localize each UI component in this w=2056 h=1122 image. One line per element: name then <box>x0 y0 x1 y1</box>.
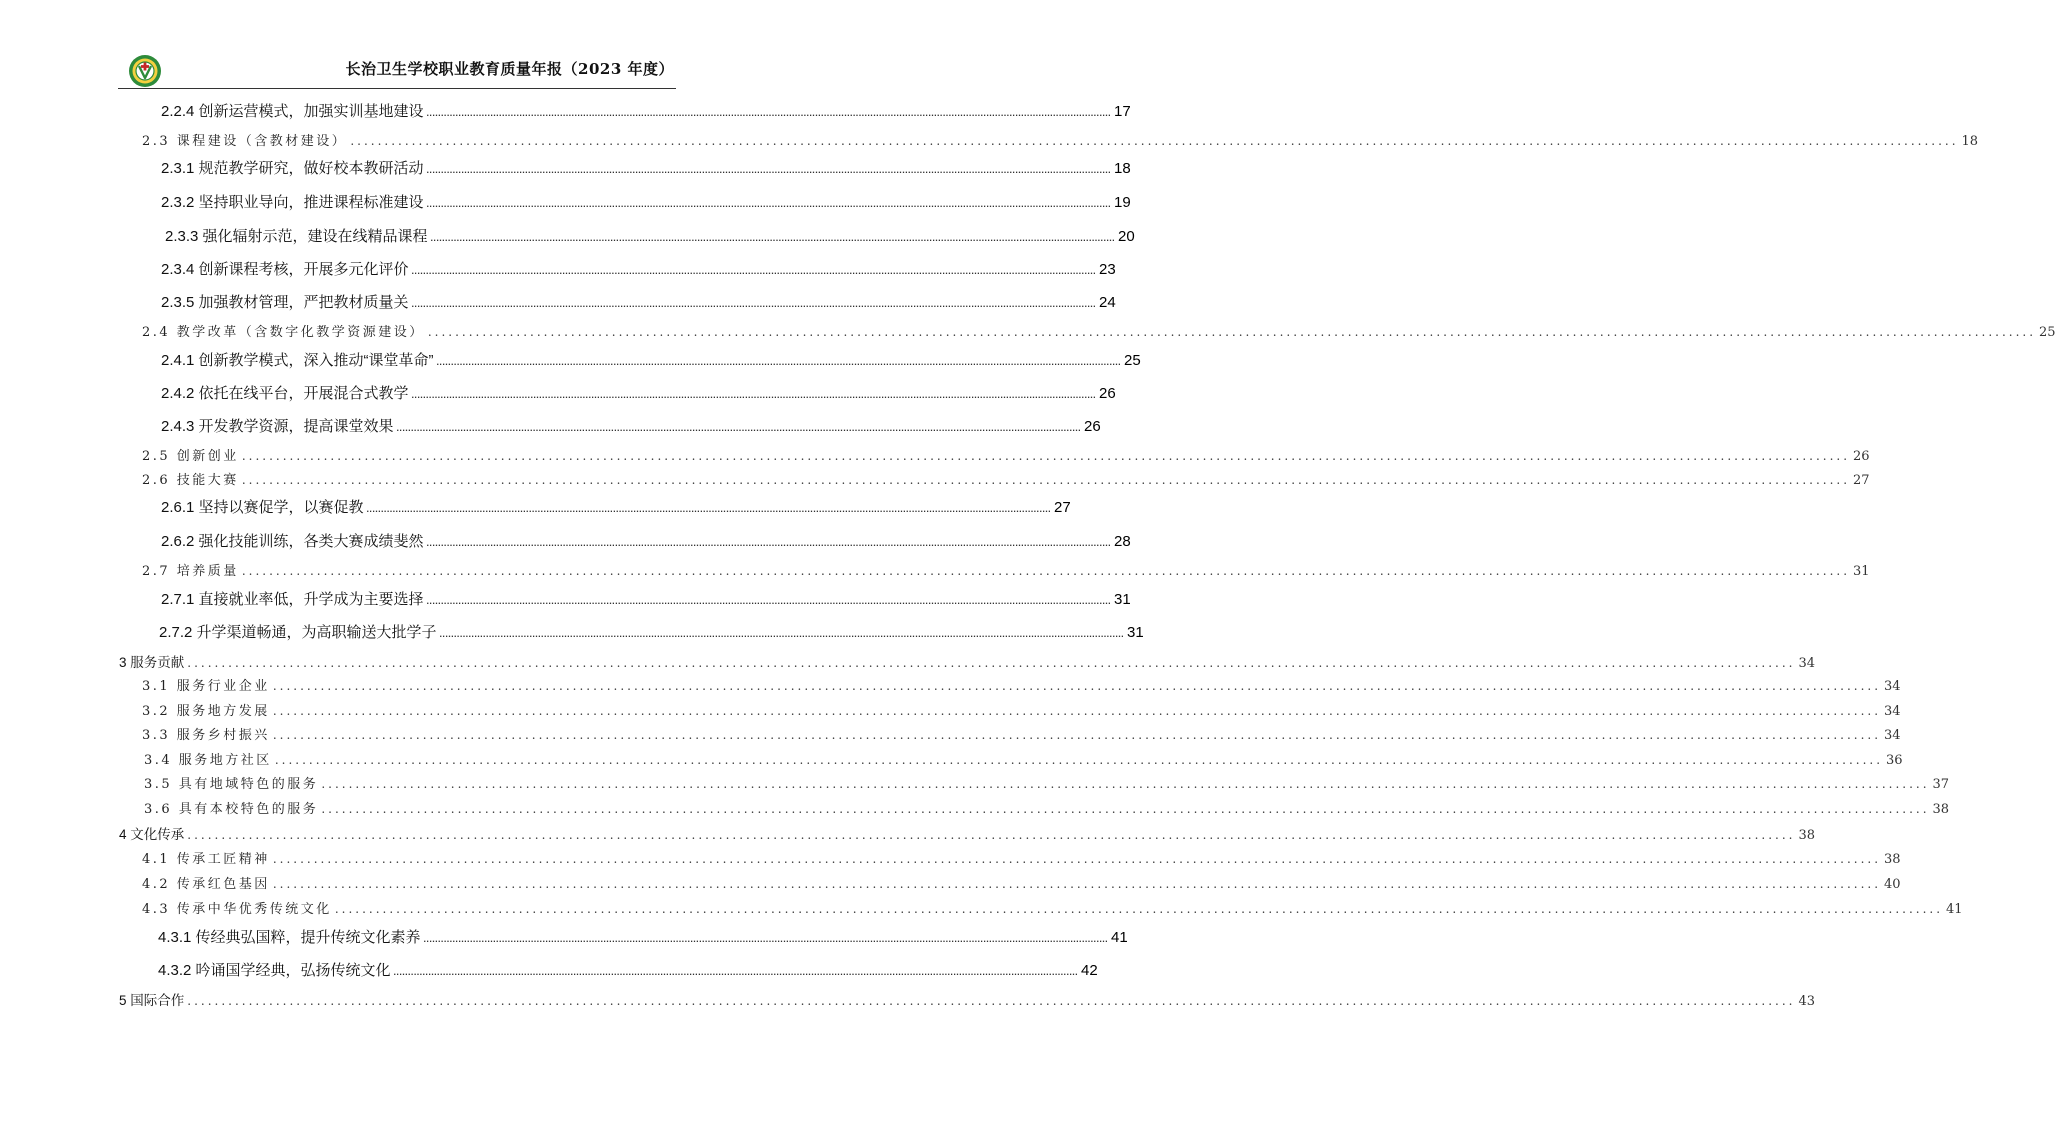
toc-entry-title: 3.6 具有本校特色的服务 <box>144 802 319 817</box>
toc-entry-title: 4.3.2 吟诵国学经典，弘扬传统文化 <box>158 962 391 979</box>
toc-leader-dots: ............................................................................................................................................................................................................................................ <box>436 357 1122 367</box>
toc-entry-title: 2.3.1 规范教学研究，做好校本教研活动 <box>161 160 424 177</box>
toc-entry[interactable] <box>161 100 1131 121</box>
toc-entry[interactable] <box>142 560 1870 579</box>
toc-leader-dots: ............................................................................................................................................................................................................................................ <box>274 753 1884 767</box>
toc-entry-title: 2.4.2 依托在线平台，开展混合式教学 <box>161 385 409 402</box>
toc-page-number: 19 <box>1114 194 1131 211</box>
toc-entry-title: 3.2 服务地方发展 <box>142 704 270 719</box>
toc-page-number: 31 <box>1127 624 1144 641</box>
toc-page-number: 26 <box>1099 385 1116 402</box>
toc-entry[interactable] <box>142 848 1901 867</box>
toc-leader-dots: ............................................................................................................................................................................................................................................ <box>241 449 1851 463</box>
toc-entry-title: 2.6 技能大赛 <box>142 473 239 488</box>
toc-page-number: 27 <box>1853 473 1870 488</box>
toc-entry-title: 2.4.3 开发教学资源，提高课堂效果 <box>161 418 394 435</box>
toc-page-number: 18 <box>1961 134 1979 149</box>
toc-entry-title: 3.1 服务行业企业 <box>142 679 270 694</box>
toc-page-number: 40 <box>1884 877 1901 892</box>
toc-page-number: 41 <box>1111 929 1128 946</box>
toc-leader-dots: ............................................................................................................................................................................................................................................ <box>272 877 1882 891</box>
toc-entry-title: 3 服务贡献 <box>119 655 185 670</box>
toc-entry[interactable] <box>142 700 1901 719</box>
toc-entry-title: 4 文化传承 <box>119 827 185 842</box>
toc-entry[interactable] <box>142 873 1901 892</box>
toc-page-number: 26 <box>1084 418 1101 435</box>
toc-entry-title: 3.5 具有地域特色的服务 <box>144 777 319 792</box>
toc-page-number: 20 <box>1118 228 1135 245</box>
toc-entry[interactable] <box>142 469 1870 488</box>
toc-page-number: 38 <box>1798 828 1816 843</box>
toc-leader-dots: ............................................................................................................................................................................................................................................ <box>187 828 1796 842</box>
toc-page-number: 34 <box>1798 656 1816 671</box>
toc-entry-title: 2.5 创新创业 <box>142 449 239 464</box>
toc-page-number: 27 <box>1054 499 1071 516</box>
toc-entry-title: 2.6.2 强化技能训练，各类大赛成绩斐然 <box>161 533 424 550</box>
toc-entry[interactable] <box>161 258 1116 279</box>
toc-entry-title: 2.3.2 坚持职业导向，推进课程标准建设 <box>161 194 424 211</box>
toc-entry-title: 2.3.4 创新课程考核，开展多元化评价 <box>161 261 409 278</box>
toc-entry[interactable] <box>161 530 1131 551</box>
toc-entry[interactable] <box>161 382 1116 403</box>
toc-leader-dots: ............................................................................................................................................................................................................................................ <box>430 233 1116 243</box>
toc-entry-title: 2.7 培养质量 <box>142 564 239 579</box>
toc-page-number: 42 <box>1081 962 1098 979</box>
toc-leader-dots: ............................................................................................................................................................................................................................................ <box>241 564 1851 578</box>
toc-entry-title: 2.7.1 直接就业率低，升学成为主要选择 <box>161 591 424 608</box>
toc-page-number: 31 <box>1114 591 1131 608</box>
toc-page-number: 25 <box>1124 352 1141 369</box>
toc-leader-dots: ............................................................................................................................................................................................................................................ <box>427 325 2037 339</box>
toc-entry-title: 3.3 服务乡村振兴 <box>142 728 270 743</box>
toc-leader-dots: ............................................................................................................................................................................................................................................ <box>334 902 1944 916</box>
toc-entry-title: 2.3.3 强化辐射示范，建设在线精品课程 <box>165 228 428 245</box>
toc-page-number: 36 <box>1886 753 1903 768</box>
toc-leader-dots: ............................................................................................................................................................................................................................................ <box>272 679 1882 693</box>
toc-entry[interactable] <box>144 798 1950 817</box>
toc-entry-title: 5 国际合作 <box>119 993 185 1008</box>
toc-entry[interactable] <box>142 321 2056 340</box>
toc-page-number: 43 <box>1798 994 1816 1009</box>
toc-page-number: 28 <box>1114 533 1131 550</box>
toc-entry-title: 4.1 传承工匠精神 <box>142 852 270 867</box>
toc-leader-dots: ............................................................................................................................................................................................................................................ <box>411 299 1097 309</box>
toc-leader-dots: ............................................................................................................................................................................................................................................ <box>187 994 1796 1008</box>
toc-entry[interactable] <box>158 926 1128 947</box>
toc-entry[interactable] <box>142 898 1963 917</box>
toc-leader-dots: ............................................................................................................................................................................................................................................ <box>187 656 1796 670</box>
toc-leader-dots: ............................................................................................................................................................................................................................................ <box>366 504 1052 514</box>
toc-leader-dots: ............................................................................................................................................................................................................................................ <box>241 473 1851 487</box>
report-title: 长治卫生学校职业教育质量年报（2023 年度） <box>345 60 674 78</box>
toc-page-number: 24 <box>1099 294 1116 311</box>
toc-page-number: 17 <box>1114 103 1131 120</box>
toc-leader-dots: ............................................................................................................................................................................................................................................ <box>411 266 1097 276</box>
toc-entry-title: 4.3 传承中华优秀传统文化 <box>142 902 332 917</box>
toc-entry[interactable] <box>144 773 1950 792</box>
toc-entry[interactable] <box>161 588 1131 609</box>
toc-entry[interactable] <box>142 445 1870 464</box>
toc-page-number: 25 <box>2039 325 2056 340</box>
toc-page-number: 34 <box>1884 679 1901 694</box>
toc-page-number: 34 <box>1884 728 1901 743</box>
toc-leader-dots: ............................................................................................................................................................................................................................................ <box>426 108 1112 118</box>
toc-entry-title: 3.4 服务地方社区 <box>144 753 272 768</box>
toc-entry[interactable] <box>142 724 1901 743</box>
toc-entry[interactable] <box>144 749 1903 768</box>
toc-leader-dots: ............................................................................................................................................................................................................................................ <box>321 802 1930 816</box>
toc-entry[interactable] <box>161 496 1071 517</box>
toc-entry[interactable] <box>159 621 1144 642</box>
toc-entry-title: 2.6.1 坚持以赛促学，以赛促教 <box>161 499 364 516</box>
toc-entry-title: 2.2.4 创新运营模式，加强实训基地建设 <box>161 103 424 120</box>
toc-entry-title: 2.3 课程建设（含教材建设） <box>142 134 348 149</box>
toc-leader-dots: ............................................................................................................................................................................................................................................ <box>272 852 1882 866</box>
toc-page-number: 38 <box>1932 802 1950 817</box>
toc-entry[interactable] <box>119 823 1816 843</box>
toc-leader-dots: ............................................................................................................................................................................................................................................ <box>321 777 1930 791</box>
toc-page-number: 26 <box>1853 449 1870 464</box>
toc-leader-dots: ............................................................................................................................................................................................................................................ <box>423 934 1109 944</box>
toc-entry[interactable] <box>142 130 1979 149</box>
toc-leader-dots: ............................................................................................................................................................................................................................................ <box>272 704 1882 718</box>
toc-leader-dots: ............................................................................................................................................................................................................................................ <box>350 134 1959 148</box>
toc-page-number: 34 <box>1884 704 1901 719</box>
toc-entry-title: 2.4 教学改革（含数字化教学资源建设） <box>142 325 425 340</box>
toc-entry-title: 2.4.1 创新教学模式，深入推动“课堂革命” <box>161 352 434 369</box>
toc-entry[interactable] <box>161 191 1131 212</box>
toc-page-number: 18 <box>1114 160 1131 177</box>
toc-leader-dots: ............................................................................................................................................................................................................................................ <box>396 423 1082 433</box>
toc-leader-dots: ............................................................................................................................................................................................................................................ <box>426 538 1112 548</box>
toc-entry-title: 2.3.5 加强教材管理，严把教材质量关 <box>161 294 409 311</box>
toc-leader-dots: ............................................................................................................................................................................................................................................ <box>439 629 1125 639</box>
toc-entry[interactable] <box>161 415 1101 436</box>
toc-leader-dots: ............................................................................................................................................................................................................................................ <box>393 967 1079 977</box>
toc-entry[interactable] <box>119 651 1816 671</box>
toc-page-number: 31 <box>1853 564 1870 579</box>
toc-page-number: 23 <box>1099 261 1116 278</box>
toc-entry[interactable] <box>142 675 1901 694</box>
toc-page-number: 41 <box>1946 902 1963 917</box>
toc-entry[interactable] <box>119 989 1816 1009</box>
toc-page-number: 37 <box>1932 777 1950 792</box>
toc-entry[interactable] <box>165 225 1135 246</box>
toc-entry[interactable] <box>161 291 1116 312</box>
toc-entry[interactable] <box>161 157 1131 178</box>
toc-leader-dots: ............................................................................................................................................................................................................................................ <box>272 728 1882 742</box>
toc-entry-title: 4.3.1 传经典弘国粹，提升传统文化素养 <box>158 929 421 946</box>
toc-leader-dots: ............................................................................................................................................................................................................................................ <box>426 165 1112 175</box>
toc-entry-title: 2.7.2 升学渠道畅通，为高职输送大批学子 <box>159 624 437 641</box>
toc-entry-title: 4.2 传承红色基因 <box>142 877 270 892</box>
toc-page-number: 38 <box>1884 852 1901 867</box>
toc-leader-dots: ............................................................................................................................................................................................................................................ <box>411 390 1097 400</box>
toc-leader-dots: ............................................................................................................................................................................................................................................ <box>426 199 1112 209</box>
toc-entry[interactable] <box>158 959 1098 980</box>
toc-entry[interactable] <box>161 349 1141 370</box>
toc-leader-dots: ............................................................................................................................................................................................................................................ <box>426 596 1112 606</box>
